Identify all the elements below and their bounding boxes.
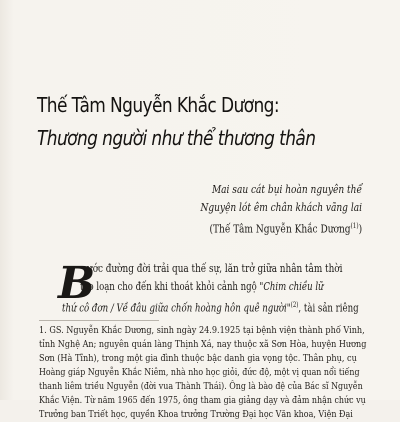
body-line-2: tao loạn cho đến khi thoát khỏi cảnh ngộ "Chim chiều lữ — [80, 280, 324, 293]
chapter-title-line-1: Thế Tâm Nguyễn Khắc Dương: — [37, 93, 279, 117]
footnote-divider — [39, 320, 159, 321]
footnote-line: thanh liêm triều Nguyễn (đời vua Thành Thái). Ông là bào đệ của Bác sĩ Nguyễn — [39, 381, 363, 392]
footnote-line: 1. GS. Nguyễn Khắc Dương, sinh ngày 24.9.1925 tại bệnh viện thành phố Vinh, — [39, 325, 365, 336]
footnote-line: Khắc Viện. Từ năm 1965 đến 1975, ông tham gia giảng dạy và đảm nhận chức vụ — [39, 395, 366, 406]
footnote-ref-2: (2) — [290, 301, 299, 309]
epigraph-attribution: (Thế Tâm Nguyễn Khắc Dương$^{(1)}$) — [209, 222, 362, 236]
body-line-3: thứ cô đơn / Về đâu giữa chốn hoàng hôn quê người"$^{(2)}$, tài sản riêng — [62, 301, 359, 315]
chapter-title-line-2: Thương người như thể thương thân — [37, 126, 316, 150]
epigraph-line-1: Mai sau cát bụi hoàn nguyên thể — [211, 183, 362, 196]
footnote-line: Sơn (Hà Tĩnh), trong một gia đình thuộc bậc danh gia vọng tộc. Thân phụ, cụ — [39, 353, 357, 364]
footnote-line: tỉnh Nghệ An; nguyên quán làng Thịnh Xá, nay thuộc xã Sơn Hòa, huyện Hương — [39, 339, 367, 350]
footnote-line: Hoàng giáp Nguyễn Khắc Niêm, nhà nho học giỏi, đức độ, một vị quan nổi tiếng — [39, 367, 360, 378]
footnote-line: Trưởng ban Triết học, quyền Khoa trưởng Trường Đại học Văn khoa, Viện Đại — [39, 409, 353, 420]
epigraph-line-2: Nguyện lót êm chân khách vãng lai — [200, 201, 362, 214]
footnote-ref-1: (1) — [350, 222, 359, 230]
body-line-1: ước đường đời trải qua thế sự, lăn trở giữa nhân tâm thời — [87, 262, 343, 275]
drop-cap: B — [58, 258, 96, 309]
